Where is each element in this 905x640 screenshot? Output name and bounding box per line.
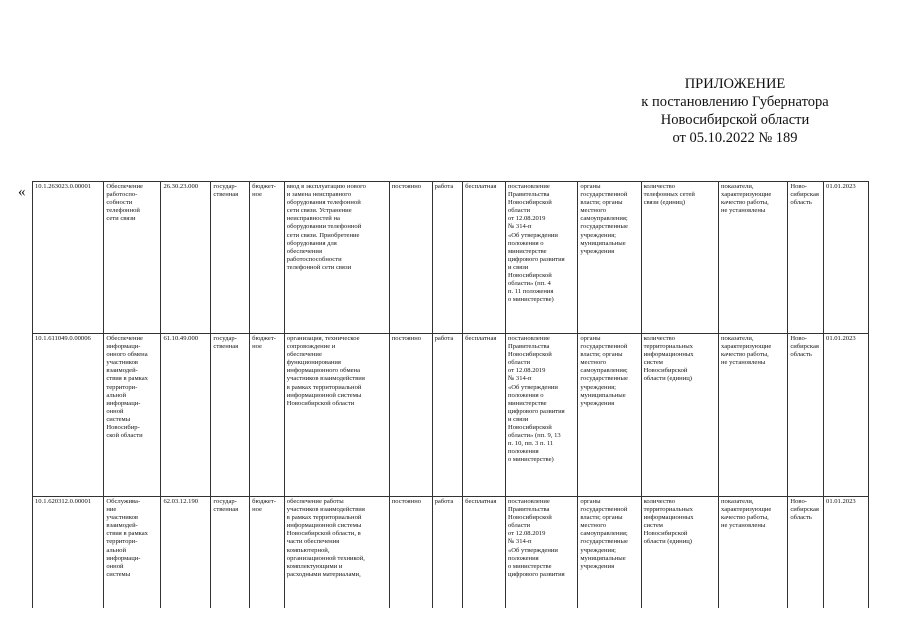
cell-line: количество	[643, 335, 676, 342]
table-row	[33, 497, 869, 609]
payment-cell	[463, 497, 506, 609]
cell-line: «Об утверждении	[507, 546, 558, 554]
cell-line: Ново-	[790, 183, 807, 190]
cell-line: системы	[106, 570, 131, 578]
okpd-code-cell	[161, 182, 211, 334]
cell-line: область	[790, 514, 812, 522]
cell-line: сибирская	[790, 191, 819, 199]
cell-line: государственные	[580, 538, 628, 546]
cell-line: п. 10, пп. 3 п. 11	[507, 440, 554, 448]
cell-line: муниципальные	[580, 391, 626, 399]
cell-line: работа	[434, 498, 454, 505]
quality-indicator-cell	[719, 182, 788, 334]
cell-line: территори-	[106, 383, 138, 391]
cell-line: власти; органы	[580, 514, 623, 522]
funding-type-cell	[250, 182, 285, 334]
cell-line: Новосибирской	[507, 351, 552, 359]
cell-line: бюджет-	[252, 335, 276, 342]
cell-line: п. 11 положения	[507, 288, 554, 296]
consumers-cell	[578, 497, 641, 609]
cell-line: бюджет-	[252, 498, 276, 505]
cell-line: Новосибирской	[643, 367, 688, 375]
periodicity-cell	[389, 334, 432, 497]
cell-line: от 12.08.2019	[507, 215, 546, 223]
cell-line: Новосибирской	[507, 199, 552, 207]
service-kind-cell	[432, 334, 463, 497]
ownership-type-cell	[211, 182, 250, 334]
cell-line: связи (единиц)	[643, 199, 686, 207]
table-row	[33, 182, 869, 334]
cell-line: функционирования	[286, 359, 341, 367]
cell-line: положения	[507, 448, 539, 456]
cell-line: расходными материалами,	[286, 570, 361, 578]
cell-line: сибирская	[790, 506, 819, 514]
work-content-cell	[284, 334, 389, 497]
cell-line: учреждения;	[580, 383, 616, 391]
cell-line: информационных	[643, 514, 694, 522]
cell-line: Новосибир-	[106, 424, 140, 432]
cell-line: Новосибирской	[507, 514, 552, 522]
cell-line: собности	[106, 199, 133, 207]
cell-line: о министерстве	[507, 562, 552, 570]
payment-cell	[463, 182, 506, 334]
cell-line: учреждения	[580, 562, 615, 570]
cell-line: работа	[434, 183, 454, 190]
cell-line: о министерстве)	[507, 296, 554, 304]
funding-type-cell	[250, 497, 285, 609]
cell-line: 10.1.611049.0.00006	[35, 335, 91, 342]
cell-line: телефонных сетей	[643, 191, 695, 199]
cell-line: государственные	[580, 223, 628, 231]
cell-line: бесплатная	[465, 183, 497, 190]
cell-line: местного	[580, 522, 607, 530]
cell-line: Обеспечение	[106, 335, 143, 342]
cell-line: цифрового развития	[507, 570, 565, 578]
cell-line: Ново-	[790, 498, 807, 505]
cell-line: бесплатная	[465, 335, 497, 342]
cell-line: Новосибирской области, в	[286, 530, 361, 538]
cell-line: систем	[643, 359, 663, 367]
cell-line: альной	[106, 546, 126, 554]
volume-indicator-cell	[641, 497, 718, 609]
cell-line: информационной системы	[286, 522, 362, 530]
payment-cell	[463, 334, 506, 497]
cell-line: сети связи. Приобретение	[286, 231, 360, 239]
cell-line: самоуправления;	[580, 530, 628, 538]
cell-line: информационных	[643, 351, 694, 359]
cell-line: не установлены	[721, 522, 766, 530]
cell-line: местного	[580, 207, 607, 215]
cell-line: показатели,	[721, 183, 754, 190]
work-content-cell	[284, 182, 389, 334]
cell-line: участников	[106, 514, 139, 522]
cell-line: участников	[106, 359, 139, 367]
cell-line: ственная	[213, 191, 239, 199]
cell-line: систем	[643, 522, 663, 530]
cell-line: положения	[507, 554, 539, 562]
cell-line: обеспечения	[286, 247, 322, 255]
cell-line: обеспечение работы	[286, 498, 344, 505]
cell-line: самоуправления;	[580, 367, 628, 375]
cell-line: Правительства	[507, 506, 550, 514]
cell-line: телефонной	[106, 207, 140, 215]
cell-line: государ-	[213, 335, 237, 342]
cell-line: постоянно	[391, 335, 422, 342]
appendix-date-number: от 05.10.2022 № 189	[672, 130, 798, 146]
service-kind-cell	[432, 182, 463, 334]
cell-line: постановление	[507, 498, 550, 505]
quality-indicator-cell	[719, 334, 788, 497]
opening-quote-mark: «	[18, 184, 26, 200]
cell-line: компьютерной,	[286, 546, 330, 554]
cell-line: части обеспечения	[286, 538, 340, 546]
cell-line: 01.01.2023	[826, 498, 856, 505]
cell-line: Правительства	[507, 343, 550, 351]
cell-line: органы	[580, 335, 601, 342]
cell-line: постоянно	[391, 183, 422, 190]
cell-line: от 12.08.2019	[507, 367, 546, 375]
cell-line: органы	[580, 183, 601, 190]
region-cell	[788, 497, 824, 609]
cell-line: взаимодей-	[106, 522, 138, 530]
cell-line: положения о	[507, 239, 544, 247]
cell-line: положения о	[507, 391, 544, 399]
cell-line: учреждения	[580, 247, 615, 255]
cell-line: области (единиц)	[643, 375, 692, 383]
cell-line: самоуправления;	[580, 215, 628, 223]
region-cell	[788, 334, 824, 497]
ownership-type-cell	[211, 497, 250, 609]
cell-line: Ново-	[790, 335, 807, 342]
cell-line: области	[507, 522, 531, 530]
cell-line: ное	[252, 343, 262, 351]
cell-line: «Об утверждении	[507, 231, 558, 239]
cell-line: сопровождение и	[286, 343, 336, 351]
cell-line: 10.1.263023.0.00001	[35, 183, 92, 190]
cell-line: министерстве	[507, 399, 547, 407]
cell-line: территориальных	[643, 343, 693, 351]
cell-line: учреждения	[580, 399, 615, 407]
cell-line: телефонной сети связи	[286, 263, 352, 271]
cell-line: и связи	[507, 263, 529, 271]
legal-basis-cell	[505, 334, 577, 497]
cell-line: цифрового развития	[507, 407, 565, 415]
cell-line: области	[507, 207, 531, 215]
table-row	[33, 334, 869, 497]
okpd-code-cell	[161, 334, 211, 497]
cell-line: 01.01.2023	[826, 183, 856, 190]
cell-line: информаци-	[106, 554, 141, 562]
cell-line: количество	[643, 183, 676, 190]
cell-line: информационной системы	[286, 391, 362, 399]
cell-line: Новосибирской	[507, 272, 552, 280]
cell-line: постановление	[507, 183, 550, 190]
cell-line: показатели,	[721, 498, 754, 505]
cell-line: от 12.08.2019	[507, 530, 546, 538]
okpd-code-cell	[161, 497, 211, 609]
registry-code-cell	[33, 334, 104, 497]
cell-line: сети связи. Устранение	[286, 207, 352, 215]
periodicity-cell	[389, 497, 432, 609]
appendix-title: ПРИЛОЖЕНИЕ	[684, 76, 786, 92]
cell-line: область	[790, 351, 812, 359]
cell-line: цифрового развития	[507, 255, 565, 263]
consumers-cell	[578, 334, 641, 497]
cell-line: оборудования для	[286, 239, 337, 247]
cell-line: сибирская	[790, 343, 819, 351]
cell-line: № 314-п	[507, 538, 532, 546]
cell-line: участников взаимодействия	[286, 506, 365, 514]
cell-line: характеризующие	[721, 191, 772, 199]
cell-line: ственная	[213, 506, 239, 514]
cell-line: муниципальные	[580, 554, 626, 562]
cell-line: онной	[106, 562, 124, 570]
cell-line: о министерстве)	[507, 456, 554, 464]
cell-line: количество	[643, 498, 676, 505]
cell-line: муниципальные	[580, 239, 626, 247]
service-name-cell	[104, 334, 161, 497]
cell-line: государственные	[580, 375, 628, 383]
funding-type-cell	[250, 334, 285, 497]
cell-line: и замена неисправного	[286, 191, 352, 199]
cell-line: области» (пп. 4	[507, 280, 551, 288]
cell-line: области» (пп. 9, 13	[507, 432, 561, 440]
cell-line: Новосибирской	[643, 530, 688, 538]
cell-line: № 314-п	[507, 223, 532, 231]
cell-line: Обеспечение	[106, 183, 143, 190]
registry-code-cell	[33, 182, 104, 334]
cell-line: альной	[106, 391, 126, 399]
cell-line: области	[507, 359, 531, 367]
work-content-cell	[284, 497, 389, 609]
cell-line: ввод в эксплуатацию нового	[286, 183, 366, 190]
periodicity-cell	[389, 182, 432, 334]
cell-line: не установлены	[721, 359, 766, 367]
cell-line: онной	[106, 407, 124, 415]
cell-line: министерстве	[507, 247, 547, 255]
cell-line: ствия в рамках	[106, 375, 148, 383]
cell-line: ное	[252, 506, 262, 514]
appendix-region: Новосибирской области	[660, 112, 810, 128]
cell-line: государственной	[580, 343, 628, 351]
cell-line: информаци-	[106, 343, 141, 351]
start-date-cell	[824, 182, 869, 334]
cell-line: 01.01.2023	[826, 335, 856, 342]
cell-line: системы	[106, 415, 131, 423]
cell-line: учреждения;	[580, 231, 616, 239]
cell-line: государ-	[213, 183, 237, 190]
cell-line: организационной техникой,	[286, 554, 365, 562]
cell-line: ние	[106, 506, 117, 514]
document-header	[560, 75, 905, 147]
service-kind-cell	[432, 497, 463, 609]
cell-line: Правительства	[507, 191, 550, 199]
cell-line: постановление	[507, 335, 550, 342]
cell-line: 26.30.23.000	[163, 183, 199, 190]
cell-line: организация, техническое	[286, 335, 360, 342]
cell-line: обеспечение	[286, 351, 322, 359]
cell-line: работа	[434, 335, 454, 342]
cell-line: учреждения;	[580, 546, 616, 554]
registry-table	[32, 181, 869, 609]
appendix-subtitle: к постановлению Губернатора	[641, 94, 829, 110]
cell-line: сети связи	[106, 215, 136, 223]
ownership-type-cell	[211, 334, 250, 497]
cell-line: власти; органы	[580, 351, 623, 359]
cell-line: область	[790, 199, 812, 207]
cell-line: № 314-п	[507, 375, 532, 383]
service-name-cell	[104, 182, 161, 334]
cell-line: характеризующие	[721, 343, 772, 351]
cell-line: участников взаимодействия	[286, 375, 365, 383]
cell-line: взаимодей-	[106, 367, 138, 375]
cell-line: государственной	[580, 506, 628, 514]
cell-line: территориальных	[643, 506, 693, 514]
cell-line: бюджет-	[252, 183, 276, 190]
service-name-cell	[104, 497, 161, 609]
cell-line: качество работы,	[721, 199, 769, 207]
quality-indicator-cell	[719, 497, 788, 609]
volume-indicator-cell	[641, 334, 718, 497]
cell-line: работоспособности	[286, 255, 342, 263]
region-cell	[788, 182, 824, 334]
cell-line: и связи	[507, 415, 529, 423]
start-date-cell	[824, 497, 869, 609]
start-date-cell	[824, 334, 869, 497]
cell-line: качество работы,	[721, 514, 769, 522]
cell-line: органы	[580, 498, 601, 505]
cell-line: ственная	[213, 343, 239, 351]
cell-line: информаци-	[106, 399, 141, 407]
cell-line: не установлены	[721, 207, 766, 215]
cell-line: 10.1.620312.0.00001	[35, 498, 92, 505]
cell-line: ное	[252, 191, 262, 199]
cell-line: 61.10.49.000	[163, 335, 199, 342]
cell-line: неисправностей на	[286, 215, 340, 223]
registry-code-cell	[33, 497, 104, 609]
cell-line: в рамках территориальной	[286, 514, 362, 522]
cell-line: постоянно	[391, 498, 422, 505]
cell-line: области (единиц)	[643, 538, 692, 546]
cell-line: Новосибирской области	[286, 399, 355, 407]
cell-line: показатели,	[721, 335, 754, 342]
cell-line: характеризующие	[721, 506, 772, 514]
cell-line: онного обмена	[106, 351, 148, 359]
cell-line: 62.03.12.190	[163, 498, 199, 505]
cell-line: ствия в рамках	[106, 530, 148, 538]
cell-line: Обслужива-	[106, 498, 141, 505]
cell-line: комплектующими и	[286, 562, 343, 570]
cell-line: бесплатная	[465, 498, 497, 505]
cell-line: оборудовании телефонной	[286, 223, 362, 231]
cell-line: ской области	[106, 432, 143, 440]
volume-indicator-cell	[641, 182, 718, 334]
cell-line: качество работы,	[721, 351, 769, 359]
cell-line: Новосибирской	[507, 424, 552, 432]
cell-line: «Об утверждении	[507, 383, 558, 391]
cell-line: работоспо-	[106, 191, 138, 199]
legal-basis-cell	[505, 182, 577, 334]
cell-line: информационного обмена	[286, 367, 360, 375]
cell-line: в рамках территориальной	[286, 383, 362, 391]
cell-line: государ-	[213, 498, 237, 505]
page-bottom-cutoff	[0, 608, 905, 640]
cell-line: местного	[580, 359, 607, 367]
legal-basis-cell	[505, 497, 577, 609]
cell-line: оборудования телефонной	[286, 199, 361, 207]
consumers-cell	[578, 182, 641, 334]
cell-line: государственной	[580, 191, 628, 199]
cell-line: территори-	[106, 538, 138, 546]
cell-line: власти; органы	[580, 199, 623, 207]
